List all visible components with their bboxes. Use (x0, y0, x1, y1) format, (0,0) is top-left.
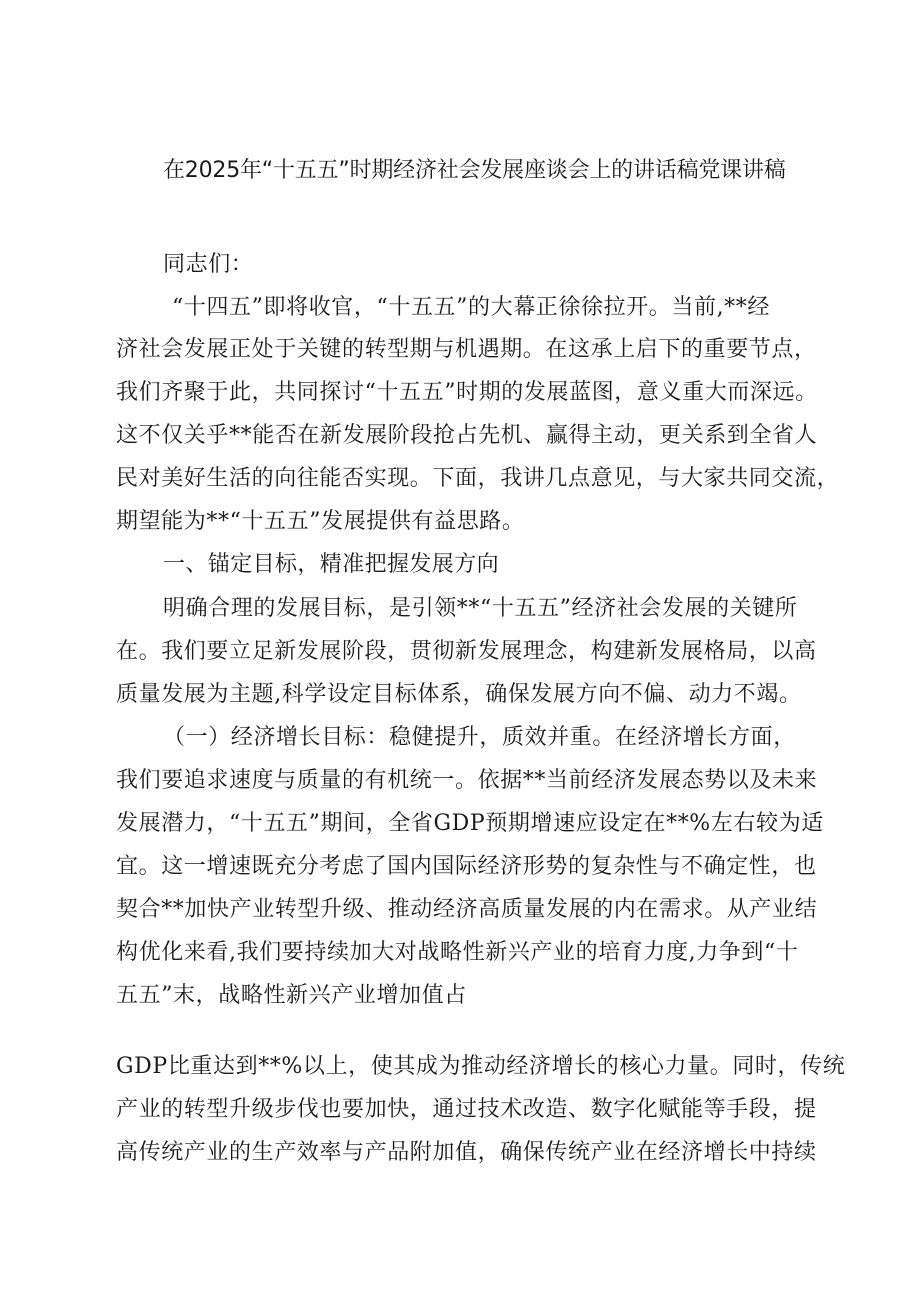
paragraph-line: 我们齐聚于此，共同探讨“十五五”时期的发展蓝图，意义重大而深远。 (116, 380, 818, 405)
paragraph-line: 契合**加快产业转型升级、推动经济高质量发展的内在需求。从产业结 (116, 897, 818, 922)
paragraph-line: 高传统产业的生产效率与产品附加值，确保传统产业在经济增长中持续 (116, 1140, 817, 1165)
paragraph-line: 构优化来看,我们要持续加大对战略性新兴产业的培育力度,力争到“十 (116, 940, 799, 965)
paragraph-line: 在。我们要立足新发展阶段，贯彻新发展理念，构建新发展格局，以高 (116, 639, 817, 664)
paragraph-line: （一）经济增长目标：稳健提升，质效并重。在经济增长方面， (163, 725, 796, 750)
paragraph-line: 济社会发展正处于关键的转型期与机遇期。在这承上启下的重要节点， (116, 337, 817, 362)
paragraph-line: 民对美好生活的向往能否实现。下面，我讲几点意见，与大家共同交流， (116, 466, 840, 491)
paragraph-line: 五五”末，战略性新兴产业增加值占 (116, 983, 467, 1008)
section-heading: 一、锚定目标，精准把握发展方向 (163, 552, 500, 577)
paragraph-line: “十四五”即将收官，“十五五”的大幕正徐徐拉开。当前,**经 (172, 295, 770, 320)
paragraph-line: 明确合理的发展目标，是引领**“十五五”经济社会发展的关键所 (163, 596, 798, 621)
paragraph-line: 发展潜力，“十五五”期间，全省GDP预期增速应设定在**%左右较为适 (116, 811, 824, 836)
paragraph-line: 期望能为**“十五五”发展提供有益思路。 (116, 509, 525, 534)
paragraph-line: 质量发展为主题,科学设定目标体系，确保发展方向不偏、动力不竭。 (116, 682, 802, 707)
paragraph-line: 这不仅关乎**能否在新发展阶段抢占先机、赢得主动，更关系到全省人 (116, 423, 818, 448)
paragraph-line: 产业的转型升级步伐也要加快，通过技术改造、数字化赋能等手段，提 (116, 1097, 817, 1122)
paragraph-line: 我们要追求速度与质量的有机统一。依据**当前经济发展态势以及未来 (116, 768, 818, 793)
paragraph-line: 宜。这一增速既充分考虑了国内国际经济形势的复杂性与不确定性，也 (116, 854, 817, 879)
paragraph-line: GDP比重达到**%以上，使其成为推动经济增长的核心力量。同时，传统 (116, 1054, 846, 1079)
document-title: 在2025年“十五五”时期经济社会发展座谈会上的讲话稿党课讲稿 (163, 158, 786, 183)
salutation: 同志们： (163, 252, 254, 277)
